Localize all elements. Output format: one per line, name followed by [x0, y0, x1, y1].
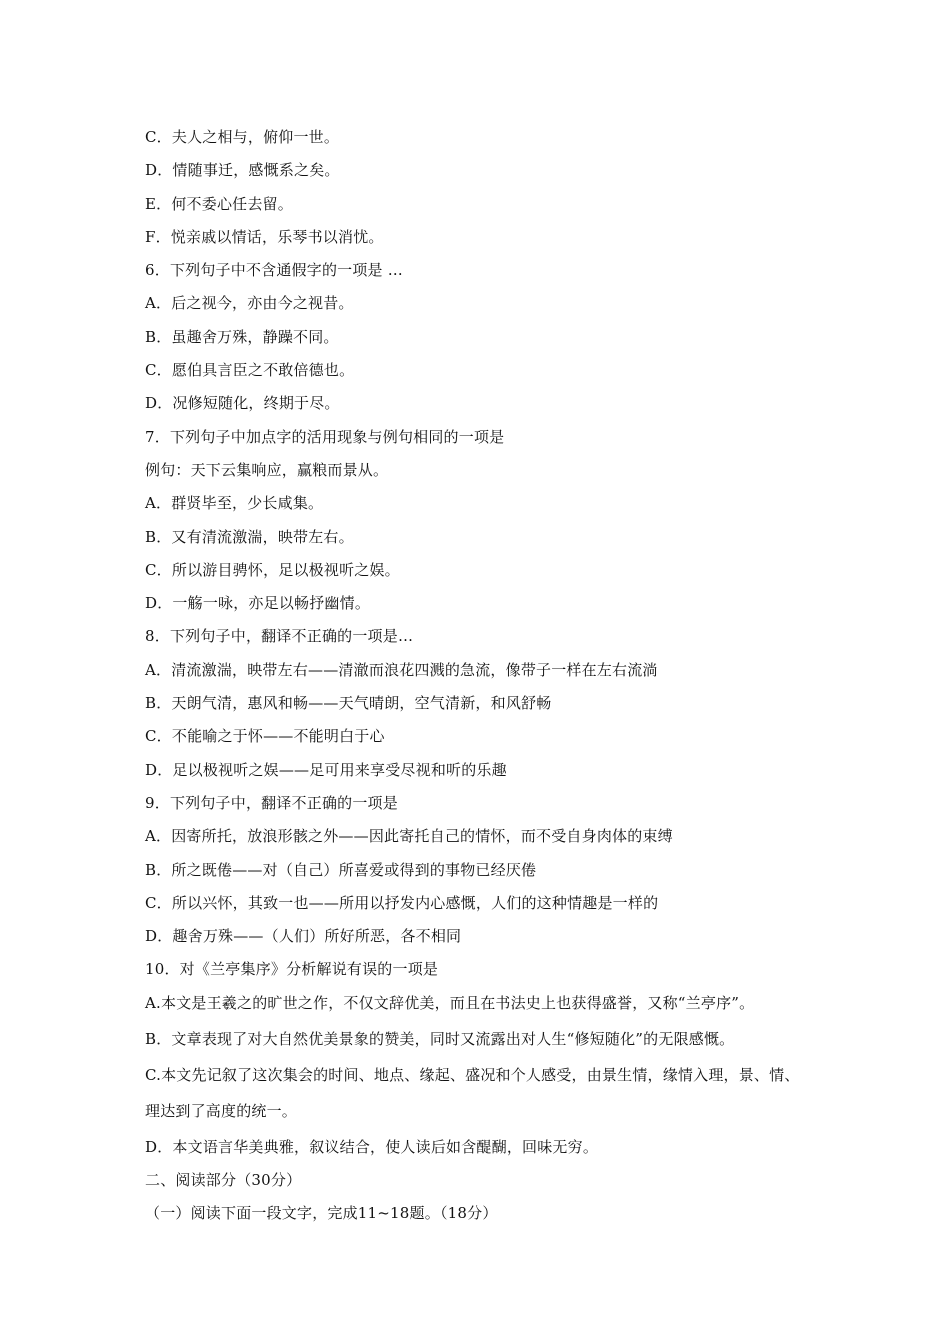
option-6d: D．况修短随化，终期于尽。: [145, 394, 340, 413]
option-5c: C．夫人之相与，俯仰一世。: [145, 128, 340, 146]
question-6: 6．下列句子中不含通假字的一项是 …: [145, 261, 403, 280]
question-8: 8．下列句子中，翻译不正确的一项是…: [145, 627, 414, 646]
option-9d: D．趣舍万殊——（人们）所好所恶，各不相同: [145, 927, 462, 946]
question-10: 10．对《兰亭集序》分析解说有误的一项是: [145, 960, 439, 979]
option-8c: C．不能喻之于怀——不能明白于心: [145, 727, 385, 746]
option-8b: B．天朗气清，惠风和畅——天气晴朗，空气清新，和风舒畅: [145, 694, 552, 713]
option-7b: B．又有清流激湍，映带左右。: [145, 527, 354, 546]
option-7c: C．所以游目骋怀，足以极视听之娱。: [145, 560, 400, 579]
section-heading-reading: 二、阅读部分（30分）: [145, 1171, 302, 1190]
option-10c: C.本文先记叙了这次集会的时间、地点、缘起、盛况和个人感受，由景生情，缘情入理，景、情、: [145, 1065, 800, 1084]
option-6c: C．愿伯具言臣之不敢倍德也。: [145, 361, 355, 380]
option-10d: D．本文语言华美典雅，叙议结合，使人读后如含醍醐，回味无穷。: [145, 1137, 599, 1156]
option-8d: D．足以极视听之娱——足可用来享受尽视和听的乐趣: [145, 760, 507, 779]
option-10c-continued: 理达到了高度的统一。: [145, 1101, 298, 1120]
option-9b: B．所之既倦——对（自己）所喜爱或得到的事物已经厌倦: [145, 860, 537, 879]
option-5d: D．情随事迁，感慨系之矣。: [145, 161, 340, 180]
option-6a: A．后之视今，亦由今之视昔。: [145, 294, 354, 313]
question-9: 9．下列句子中，翻译不正确的一项是: [145, 793, 398, 812]
option-7a: A．群贤毕至，少长咸集。: [145, 494, 324, 513]
option-9c: C．所以兴怀，其致一也——所用以抒发内心感慨，人们的这种情趣是一样的: [145, 893, 659, 912]
option-7d: D．一觞一咏，亦足以畅抒幽情。: [145, 594, 371, 613]
option-6b: B．虽趣舍万殊，静躁不同。: [145, 327, 339, 346]
question-7: 7．下列句子中加点字的活用现象与例句相同的一项是: [145, 427, 505, 446]
option-5e: E．何不委心任去留。: [145, 194, 293, 213]
question-7-example: 例句：天下云集响应，赢粮而景从。: [145, 460, 389, 479]
option-5f: F．悦亲戚以情话，乐琴书以消忧。: [145, 227, 384, 246]
option-10a: A.本文是王羲之的旷世之作，不仅文辞优美，而且在书法史上也获得盛誉，又称“兰亭序”。: [145, 993, 755, 1012]
document-body: [145, 124, 835, 1234]
option-10b: B．文章表现了对大自然优美景象的赞美，同时又流露出对人生“修短随化”的无限感慨。: [145, 1029, 735, 1048]
reading-instruction: （一）阅读下面一段文字，完成11~18题。（18分）: [145, 1204, 498, 1223]
option-9a: A．因寄所托，放浪形骸之外——因此寄托自己的情怀，而不受自身肉体的束缚: [145, 827, 673, 846]
option-8a: A．清流激湍，映带左右——清澈而浪花四溅的急流，像带子一样在左右流淌: [145, 660, 658, 679]
